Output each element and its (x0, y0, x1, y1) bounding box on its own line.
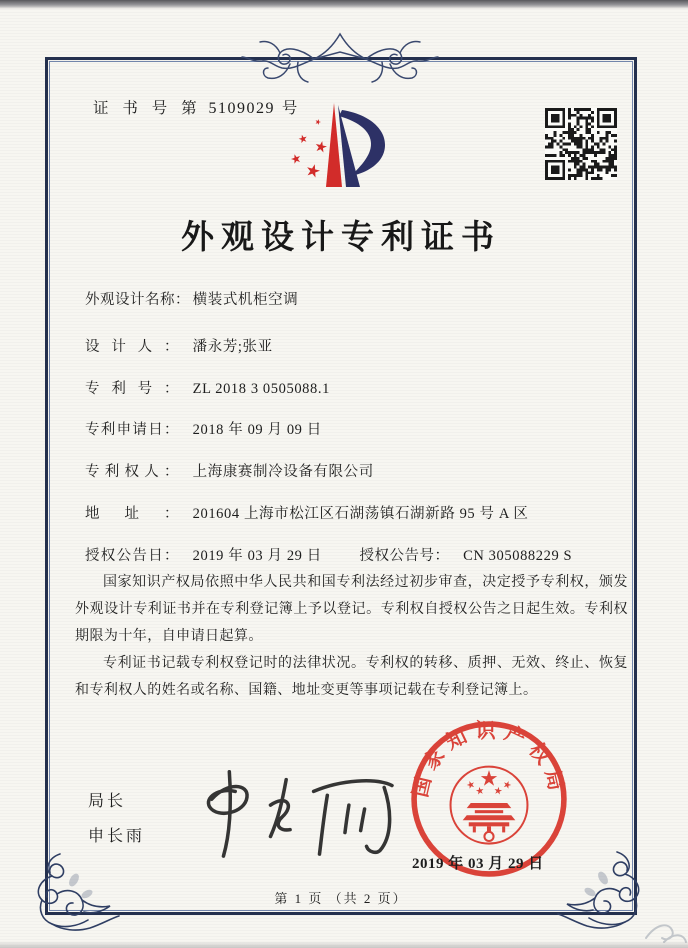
field-design-name (85, 288, 298, 309)
certificate-number-label: 证 书 号 第 (93, 100, 202, 117)
field-label: 专利申请日： (85, 422, 179, 438)
director-title: 局长 (88, 793, 127, 810)
field-patent-number (85, 377, 330, 398)
seal-date: 2019 年 03 月 29 日 (412, 856, 544, 872)
field-value: 上海康赛制冷设备有限公司 (192, 464, 374, 480)
qr-code-icon (545, 108, 617, 180)
director-block (88, 788, 145, 858)
certificate-title: 外观设计专利证书 (181, 220, 501, 256)
field-value: 2019 年 03 月 29 日 (192, 548, 322, 564)
field-label: 地址： (85, 506, 179, 522)
legal-text (75, 569, 628, 704)
field-value: 2018 年 09 月 09 日 (192, 422, 322, 438)
certificate-number-suffix: 号 (281, 100, 303, 117)
logo-stars-icon (290, 118, 328, 178)
bottom-right-corner-ornament-icon (556, 848, 651, 945)
national-emblem-icon (451, 767, 528, 844)
top-border-ornament-icon (240, 24, 440, 96)
director-name: 申长雨 (88, 828, 146, 845)
director-signature-icon (182, 762, 407, 860)
field-value: 潘永芳;张亚 (192, 339, 273, 355)
field-label: 专利号： (85, 381, 179, 397)
certificate-number-line (93, 96, 302, 118)
grant-number-label: 授权公告号： (359, 548, 450, 564)
svg-text:国家知识产权局 (409, 720, 570, 800)
field-value: 201604 上海市松江区石湖荡镇石湖新路 95 号 A 区 (192, 506, 529, 522)
field-designer (85, 335, 273, 356)
bottom-left-corner-ornament-icon (26, 850, 121, 945)
legal-paragraph-2: 专利证书记载专利权登记时的法律状况。专利权的转移、质押、无效、终止、恢复和专利权人的姓名或名称、国籍、地址变更等事项记载在专利登记簿上。 (75, 656, 628, 698)
field-grant-date-and-number (85, 544, 572, 565)
scan-edge-bottom (0, 941, 688, 948)
field-filing-date (85, 418, 322, 439)
field-label: 设计人： (85, 339, 179, 355)
scan-edge-top (0, 0, 688, 9)
field-value: 横装式机柜空调 (192, 292, 299, 308)
field-label: 外观设计名称： (85, 292, 190, 308)
certificate-number-value: 5109029 (208, 100, 276, 117)
field-label: 授权公告日： (85, 548, 179, 564)
cnipa-logo-icon (282, 97, 404, 193)
page-number: 第 1 页 （共 2 页） (274, 891, 408, 906)
field-patentee (85, 460, 374, 481)
grant-number-value: CN 305088229 S (463, 548, 573, 564)
field-value: ZL 2018 3 0505088.1 (192, 381, 330, 397)
field-address (85, 502, 528, 523)
legal-paragraph-1: 国家知识产权局依照中华人民共和国专利法经过初步审查，决定授予专利权，颁发外观设计专利证书并在专利登记簿上予以登记。专利权自授权公告之日起生效。专利权期限为十年，自申请日起算。 (75, 575, 628, 644)
field-label: 专利权人： (85, 464, 179, 480)
seal-agency-text: 国家知识产权局 (409, 720, 569, 800)
